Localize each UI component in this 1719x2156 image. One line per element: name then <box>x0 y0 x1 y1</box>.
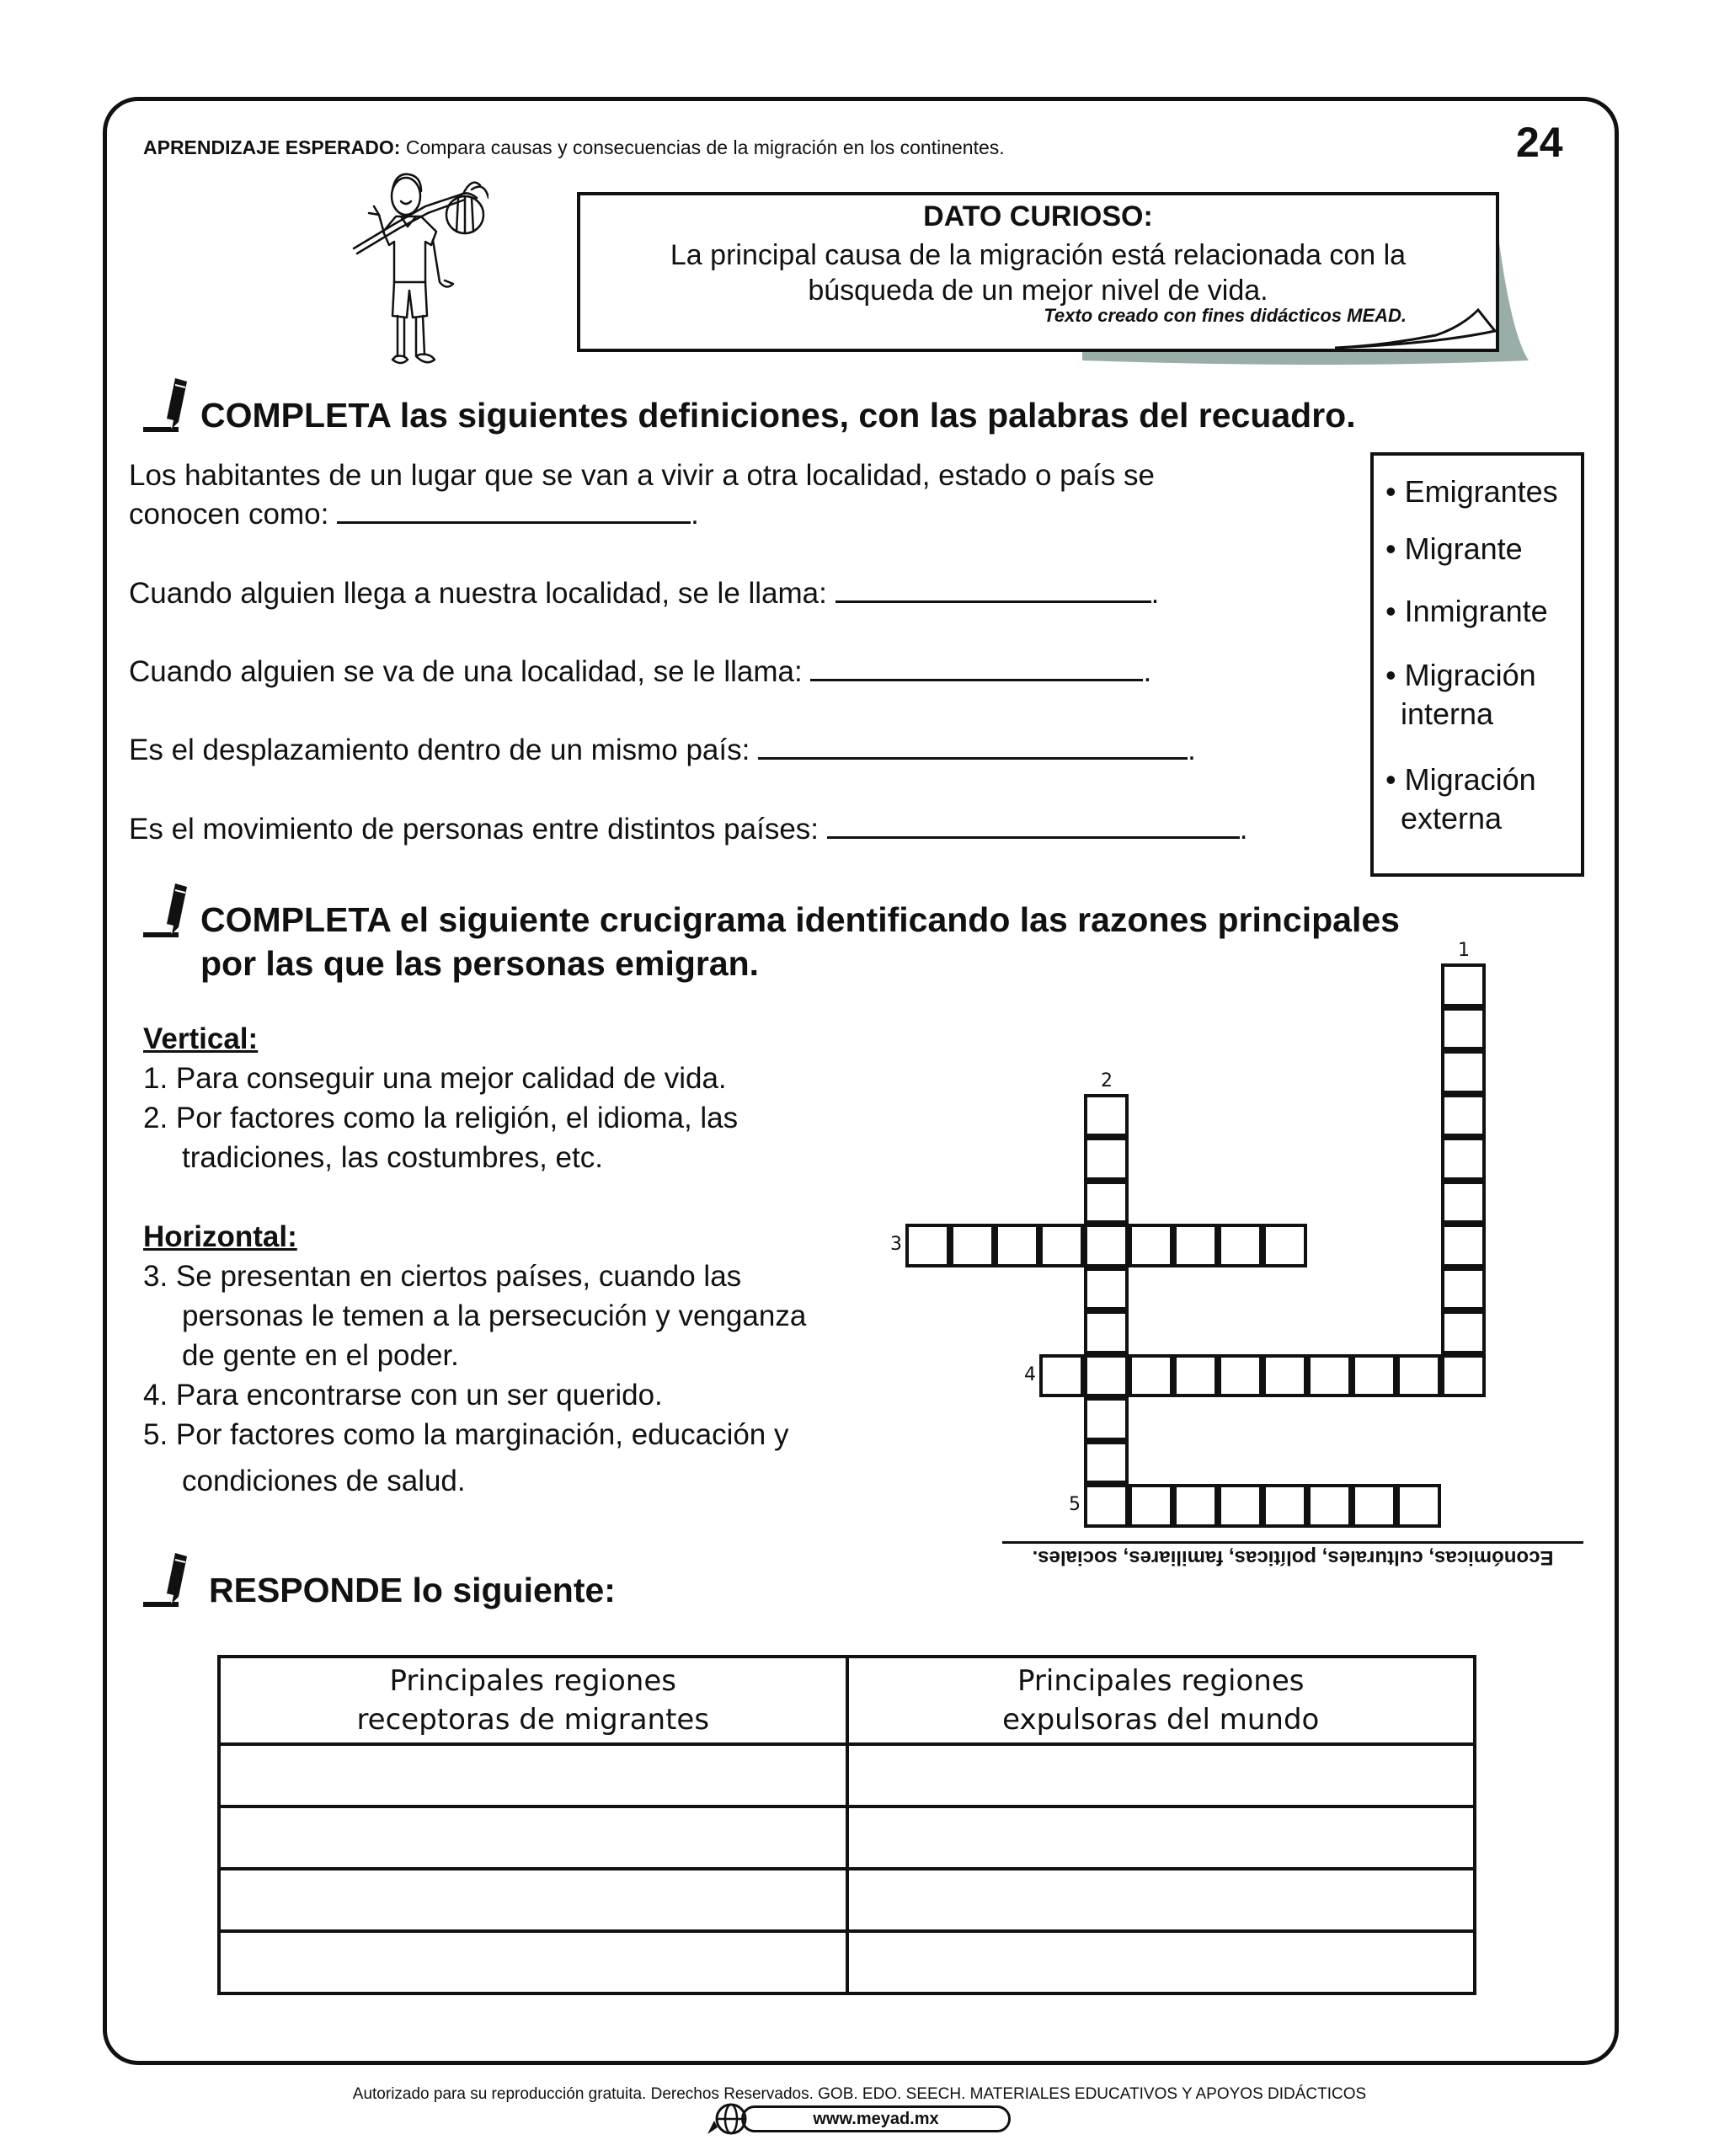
crossword-cell[interactable] <box>1084 1354 1129 1398</box>
fun-fact-box <box>577 192 1503 352</box>
word-bank-item <box>1385 760 1536 838</box>
header-line: Principales regiones <box>1017 1664 1305 1698</box>
fun-fact-title: DATO CURIOSO: <box>923 200 1153 232</box>
clue-3-cont: de gente en el poder. <box>182 1339 459 1372</box>
crossword-cell[interactable] <box>1084 1137 1129 1181</box>
answer-cell[interactable] <box>219 1806 847 1869</box>
definition-5-text: Es el movimiento de personas entre distintos países: <box>129 813 827 846</box>
crossword-cell[interactable] <box>1441 1310 1486 1354</box>
page-number: 24 <box>1516 119 1563 166</box>
crossword-cell[interactable] <box>1084 1484 1129 1528</box>
objective-text: Compara causas y consecuencias de la migración en los continentes. <box>400 136 1005 158</box>
crossword-number: 4 <box>1024 1364 1036 1385</box>
definition-2 <box>129 574 1375 613</box>
crossword-cell[interactable] <box>1039 1224 1084 1267</box>
section-title-line-2: por las que las personas emigran. <box>200 944 760 983</box>
crossword-cell[interactable] <box>1084 1181 1129 1225</box>
header-line: receptoras de migrantes <box>356 1703 710 1737</box>
vertical-clues-label: Vertical: <box>143 1022 259 1055</box>
answer-cell[interactable] <box>847 1869 1476 1931</box>
section-title-crossword <box>200 898 1400 985</box>
crossword-cell[interactable] <box>1084 1224 1129 1267</box>
fun-fact-credit: Texto creado con fines didácticos MEAD. <box>1044 305 1407 326</box>
crossword-number: 3 <box>890 1234 902 1255</box>
crossword-cell[interactable] <box>1084 1397 1129 1441</box>
definition-3 <box>129 653 1375 691</box>
clue-3: 3. Se presentan en ciertos países, cuando las <box>143 1260 742 1293</box>
answer-cell[interactable] <box>847 1806 1476 1869</box>
crossword-cell[interactable] <box>1084 1267 1129 1311</box>
crossword-cell[interactable] <box>1084 1441 1129 1485</box>
crossword-cell[interactable] <box>1173 1484 1218 1528</box>
crossword-cell[interactable] <box>1441 1007 1486 1051</box>
answer-cell[interactable] <box>219 1931 847 1993</box>
crossword-cell[interactable] <box>1307 1484 1352 1528</box>
crossword-cell[interactable] <box>1396 1354 1441 1398</box>
crossword-cell[interactable] <box>905 1224 950 1267</box>
crossword-cell[interactable] <box>1352 1354 1396 1398</box>
crossword-number: 2 <box>1101 1070 1113 1091</box>
crossword-cell[interactable] <box>1441 1094 1486 1138</box>
definition-5 <box>129 810 1375 849</box>
answer-cell[interactable] <box>219 1869 847 1931</box>
crossword-cell[interactable] <box>1218 1224 1263 1267</box>
pencil-icon <box>141 375 192 434</box>
pencil-icon <box>141 880 192 939</box>
answer-cell[interactable] <box>219 1744 847 1806</box>
crossword-cell[interactable] <box>1441 1224 1486 1267</box>
word-bank-line: • Migración <box>1385 762 1536 797</box>
crossword-cell[interactable] <box>1263 1224 1307 1267</box>
table-row <box>219 1869 1475 1931</box>
crossword-cell[interactable] <box>1129 1484 1173 1528</box>
word-bank-box <box>1370 452 1584 877</box>
website-link[interactable]: www.meyad.mx <box>741 2105 1011 2132</box>
section-title-definitions: COMPLETA las siguientes definiciones, con las palabras del recuadro. <box>200 396 1356 435</box>
crossword-cell[interactable] <box>1263 1354 1307 1398</box>
word-bank-item: • Emigrantes <box>1385 474 1558 509</box>
section-title-respond: RESPONDE lo siguiente: <box>209 1571 616 1609</box>
crossword-clues <box>143 1019 918 1501</box>
crossword-cell[interactable] <box>1441 1050 1486 1094</box>
definition-1-line-1: Los habitantes de un lugar que se van a vivir a otra localidad, estado o país se <box>129 459 1156 492</box>
definition-2-text: Cuando alguien llega a nuestra localidad, se le llama: <box>129 577 835 610</box>
word-bank-item: • Inmigrante <box>1385 594 1548 628</box>
answer-cell[interactable] <box>847 1931 1476 1993</box>
horizontal-clues-label: Horizontal: <box>143 1220 297 1253</box>
table-row <box>219 1806 1475 1869</box>
definition-4-text: Es el desplazamiento dentro de un mismo país: <box>129 734 759 766</box>
fun-fact-text <box>577 237 1499 308</box>
crossword-cell[interactable] <box>1173 1224 1218 1267</box>
definition-1 <box>129 456 1375 534</box>
clue-5: 5. Por factores como la marginación, educación y <box>143 1418 789 1451</box>
period: . <box>1143 655 1152 688</box>
crossword-cell[interactable] <box>1084 1310 1129 1354</box>
fun-fact-line-2: búsqueda de un mejor nivel de vida. <box>808 275 1268 307</box>
period: . <box>691 498 699 531</box>
clue-2-cont: tradiciones, las costumbres, etc. <box>182 1141 603 1174</box>
clue-4: 4. Para encontrarse con un ser querido. <box>143 1379 663 1412</box>
word-bank-line: • Migración <box>1385 658 1536 692</box>
crossword-cell[interactable] <box>1352 1484 1396 1528</box>
word-bank-line: externa <box>1401 801 1503 835</box>
pencil-icon <box>141 1550 192 1609</box>
crossword-cell[interactable] <box>1084 1094 1129 1138</box>
crossword-number: 1 <box>1458 940 1470 961</box>
period: . <box>1239 813 1248 846</box>
crossword-cell[interactable] <box>1129 1224 1173 1267</box>
clue-3-cont: personas le temen a la persecución y venganza <box>182 1299 807 1332</box>
table-row <box>219 1931 1475 1993</box>
fun-fact-line-1: La principal causa de la migración está relacionada con la <box>670 239 1407 271</box>
answer-blank-5[interactable] <box>827 811 1240 839</box>
crossword-number: 5 <box>1069 1494 1081 1515</box>
period: . <box>1150 577 1160 610</box>
crossword-cell[interactable] <box>1129 1354 1173 1398</box>
word-bank-item <box>1385 656 1536 734</box>
period: . <box>1188 734 1196 766</box>
crossword-cell[interactable] <box>1263 1484 1307 1528</box>
answer-blank-2[interactable] <box>835 575 1151 603</box>
crossword-cell[interactable] <box>995 1224 1039 1267</box>
answer-cell[interactable] <box>847 1744 1476 1806</box>
column-header-receptoras <box>219 1657 847 1744</box>
crossword-cell[interactable] <box>1441 1267 1486 1311</box>
table-header-row <box>219 1657 1475 1744</box>
answer-blank-1[interactable] <box>337 496 691 524</box>
column-header-expulsoras <box>847 1657 1476 1744</box>
regions-table <box>217 1655 1476 1995</box>
answer-blank-3[interactable] <box>810 654 1143 681</box>
definition-1-line-2: conocen como: <box>129 498 338 531</box>
crossword-cell[interactable] <box>1396 1484 1441 1528</box>
crossword-cell[interactable] <box>1441 963 1486 1007</box>
crossword-cell[interactable] <box>1441 1137 1486 1181</box>
clue-2: 2. Por factores como la religión, el idioma, las <box>143 1102 739 1134</box>
section-title-line-1: COMPLETA el siguiente crucigrama identificando las razones principales <box>200 900 1400 939</box>
migrant-boy-with-bundle-icon <box>345 164 488 375</box>
crossword-cell[interactable] <box>1441 1181 1486 1225</box>
crossword-cell[interactable] <box>1039 1354 1084 1398</box>
crossword-cell[interactable] <box>950 1224 995 1267</box>
word-bank-item: • Migrante <box>1385 531 1523 566</box>
word-bank-line: interna <box>1401 696 1494 731</box>
answer-key-upside-down: Económicas, culturales, políticas, familiares, sociales. <box>1002 1541 1583 1569</box>
table-row <box>219 1744 1475 1806</box>
definition-3-text: Cuando alguien se va de una localidad, se le llama: <box>129 655 811 688</box>
crossword-cell[interactable] <box>1173 1354 1218 1398</box>
objective-label: APRENDIZAJE ESPERADO: <box>143 136 401 158</box>
crossword-cell[interactable] <box>1307 1354 1352 1398</box>
crossword-cell[interactable] <box>1441 1354 1486 1398</box>
learning-objective <box>143 136 1005 159</box>
header-line: Principales regiones <box>389 1664 676 1698</box>
definition-4 <box>129 731 1375 770</box>
footer-copyright: Autorizado para su reproducción gratuita. Derechos Reservados. GOB. EDO. SEECH. MATERIALES EDUCATIVOS Y APOYOS DIDÁCTICOS <box>352 2085 1367 2103</box>
crossword-cell[interactable] <box>1218 1354 1263 1398</box>
clue-1: 1. Para conseguir una mejor calidad de vida. <box>143 1062 727 1095</box>
crossword-cell[interactable] <box>1218 1484 1263 1528</box>
clue-5-cont: condiciones de salud. <box>182 1465 466 1497</box>
answer-blank-4[interactable] <box>758 732 1188 760</box>
header-line: expulsoras del mundo <box>1002 1703 1320 1737</box>
